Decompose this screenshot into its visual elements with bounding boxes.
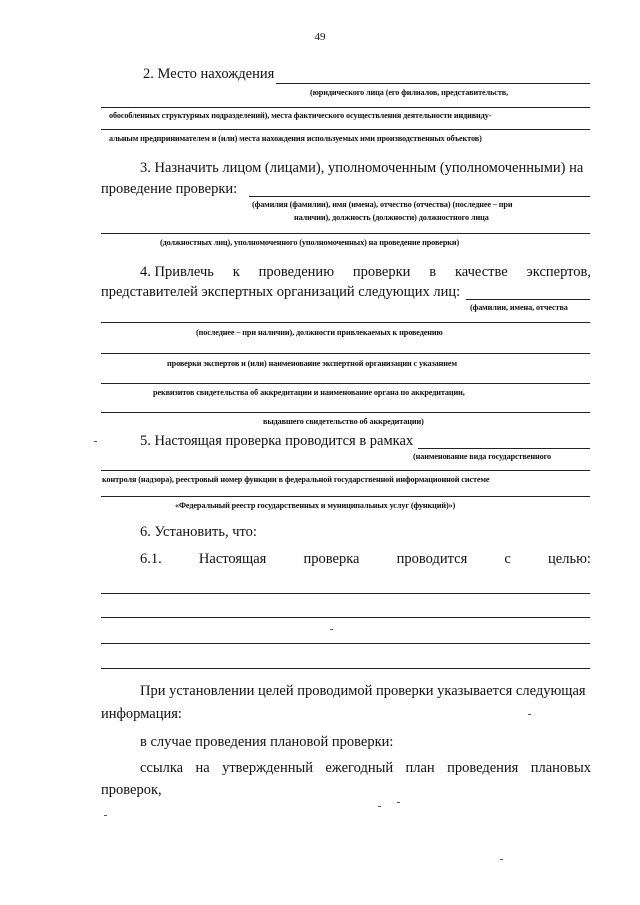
section-3-line-1: 3. Назначить лицом (лицами), уполномоченным (уполномоченными) на — [140, 160, 584, 176]
caption-4-2: (последнее – при наличии), должности привлекаемых к проведению — [196, 328, 443, 337]
caption-4-3: проверки экспертов и (или) наименование экспертной организации с указанием — [167, 359, 457, 368]
fill-line — [101, 496, 590, 497]
fill-line — [466, 299, 590, 300]
fill-line — [101, 233, 590, 234]
fill-line — [249, 196, 590, 197]
p3-word: ссылка — [140, 760, 184, 776]
p3-word: плановых — [530, 760, 591, 776]
caption-2-3: альным предпринимателем и (или) места нахождения используемых ими производственных объектов) — [109, 134, 482, 143]
fill-line — [101, 353, 590, 354]
section-6-1-line — [140, 551, 591, 568]
s61-word: 6.1. — [140, 551, 162, 567]
caption-5-3: «Федеральный реестр государственных и муниципальных услуг (функций)») — [175, 501, 456, 510]
scan-speck — [330, 629, 333, 630]
s4-word: качестве — [454, 264, 508, 280]
p3-word: ежегодный — [325, 760, 394, 776]
p3-word: план — [405, 760, 435, 776]
caption-4-5: выдавшего свидетельство об аккредитации) — [263, 417, 424, 426]
fill-line — [101, 643, 590, 644]
s61-word: с — [504, 551, 511, 567]
fill-line — [276, 83, 590, 84]
fill-line — [101, 129, 590, 130]
paragraph-3-line-2: проверок, — [101, 782, 162, 798]
caption-5-2: контроля (надзора), реестровый номер функции в федеральной государственной информационной системе — [102, 475, 490, 484]
section-3-line-2: проведение проверки: — [101, 181, 238, 197]
fill-line — [101, 617, 590, 618]
caption-5-1: (наименование вида государственного — [413, 452, 551, 461]
caption-3-1: (фамилия (фамилии), имя (имена), отчество (отчества) (последнее – при — [252, 200, 513, 209]
paragraph-3-line-1 — [140, 760, 591, 777]
caption-4-4: реквизитов свидетельства об аккредитации и наименование органа по аккредитации, — [153, 388, 465, 397]
fill-line — [101, 470, 590, 471]
fill-line — [101, 412, 590, 413]
section-5-label: 5. Настоящая проверка проводится в рамках — [140, 433, 414, 449]
scan-speck — [378, 806, 381, 807]
section-4-line-1 — [140, 264, 591, 281]
fill-line — [418, 448, 590, 449]
section-4-line-2: представителей экспертных организаций следующих лиц: — [101, 284, 461, 300]
s61-word: целью: — [548, 551, 591, 567]
s61-word: проводится — [396, 551, 468, 567]
scan-speck — [104, 815, 107, 816]
s4-word: в — [429, 264, 437, 280]
caption-3-2: наличии), должность (должности) должностного лица — [294, 213, 489, 222]
scan-speck — [500, 859, 503, 860]
caption-2-2: обособленных структурных подразделений), места фактического осуществления деятельности индивиду- — [109, 111, 492, 120]
scan-speck — [528, 714, 531, 715]
caption-2-1: (юридического лица (его филиалов, представительств, — [310, 88, 509, 97]
page-number: 49 — [314, 31, 326, 43]
fill-line — [101, 593, 590, 594]
paragraph-1-line-1: При установлении целей проводимой проверки указывается следующая — [140, 683, 586, 699]
section-2-label: 2. Место нахождения — [143, 66, 275, 82]
fill-line — [101, 668, 590, 669]
s4-word: экспертов, — [526, 264, 591, 280]
s61-word: проверка — [303, 551, 360, 567]
s4-word: проведению — [258, 264, 335, 280]
fill-line — [101, 383, 590, 384]
s61-word: Настоящая — [198, 551, 267, 567]
fill-line — [101, 322, 590, 323]
s4-word: к — [232, 264, 240, 280]
paragraph-2: в случае проведения плановой проверки: — [140, 734, 394, 750]
scan-speck — [397, 802, 400, 803]
fill-line — [101, 107, 590, 108]
caption-3-3: (должностных лиц), уполномоченного (уполномоченных) на проведение проверки) — [160, 238, 460, 247]
s4-word: 4. Привлечь — [140, 264, 214, 280]
scan-speck — [94, 441, 97, 442]
s4-word: проверки — [352, 264, 411, 280]
p3-word: на — [195, 760, 210, 776]
caption-4-1: (фамилии, имена, отчества — [470, 303, 568, 312]
p3-word: проведения — [447, 760, 519, 776]
paragraph-1-line-2: информация: — [101, 706, 182, 722]
p3-word: утвержденный — [222, 760, 313, 776]
section-6-label: 6. Установить, что: — [140, 524, 257, 540]
